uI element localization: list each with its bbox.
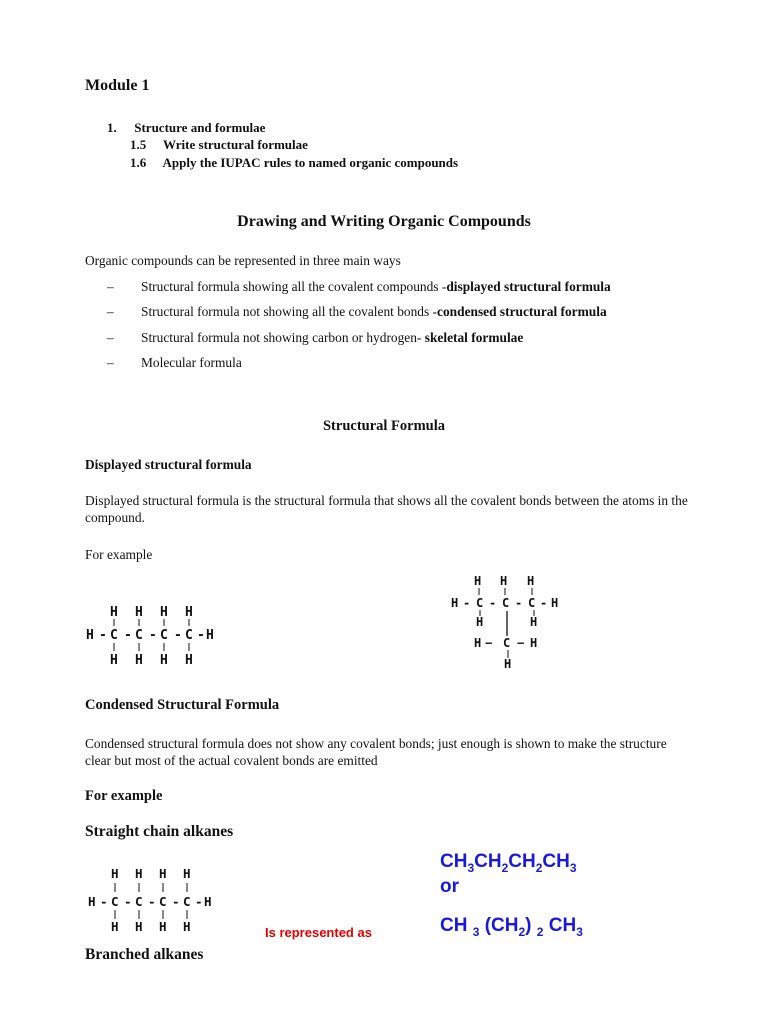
isobutane-displayed-formula: [448, 572, 578, 672]
atom-h: H: [551, 596, 559, 610]
subheading-displayed: Displayed structural formula: [85, 457, 252, 472]
bullet-item: – Structural formula not showing carbon or hydrogen- skeletal formulae: [107, 330, 524, 345]
atom-h: H: [527, 574, 535, 588]
dash-icon: –: [107, 304, 114, 319]
atom-h: H: [160, 605, 168, 620]
atom-c: C: [502, 596, 510, 610]
bullet-item: – Structural formula showing all the covalent compounds -displayed structural formula: [107, 279, 611, 294]
for-example-label: For example: [85, 547, 153, 562]
represented-as-label: Is represented as: [265, 925, 372, 940]
atom-h: H: [135, 653, 143, 668]
atom-h: H: [474, 574, 482, 588]
module-heading: Module 1: [85, 77, 150, 94]
svg-text:-: -: [489, 596, 497, 610]
svg-text:-: -: [197, 628, 205, 643]
svg-text:-: -: [463, 596, 471, 610]
butane-displayed-formula-2: [84, 862, 234, 934]
atom-c: C: [160, 628, 168, 643]
atom-h: H: [500, 574, 508, 588]
condensed-formula-1: $CH_3CH_2CH_2CH_3$: [440, 851, 577, 875]
bullet-item: – Molecular formula: [107, 355, 242, 370]
atom-c: C: [528, 596, 536, 610]
toc-num: 1.6: [130, 155, 147, 170]
page-title: Drawing and Writing Organic Compounds: [237, 213, 531, 230]
atom-h: H: [159, 919, 167, 934]
subheading-condensed: Condensed Structural Formula: [85, 697, 280, 713]
condensed-paragraph: Condensed structural formula does not show any covalent bonds; just enough is shown to make the structure clear but most of the actual covalent bonds are emitted: [85, 736, 667, 768]
atom-h: H: [204, 894, 212, 909]
atom-h: H: [474, 636, 482, 650]
svg-text:-: -: [174, 628, 182, 643]
condensed-formula-2: CH $_3$ $(CH_2)$ $_2$ $CH_3$: [440, 915, 583, 939]
butane-displayed-formula: [82, 598, 232, 670]
atom-h: H: [159, 866, 167, 881]
svg-text:−: −: [517, 636, 525, 650]
atom-h: H: [88, 894, 96, 909]
atom-h: H: [530, 636, 538, 650]
toc-text: Apply the IUPAC rules to named organic compounds: [162, 155, 459, 170]
atom-c: C: [503, 636, 511, 650]
svg-text:−: −: [485, 636, 493, 650]
atom-c: C: [185, 628, 193, 643]
svg-text:-: -: [149, 628, 157, 643]
toc-item-3: [130, 155, 458, 171]
svg-text:-: -: [124, 628, 132, 643]
intro-paragraph: Organic compounds can be represented in three main ways: [85, 253, 401, 268]
subheading-straight-chain: Straight chain alkanes: [85, 823, 234, 840]
atom-h: H: [135, 919, 143, 934]
svg-text:-: -: [99, 628, 107, 643]
svg-text:-: -: [195, 894, 203, 909]
atom-c: C: [110, 628, 118, 643]
displayed-paragraph: Displayed structural formula is the structural formula that shows all the covalent bonds between the atoms in the compound.: [85, 493, 688, 525]
toc-text: Structure and formulae: [134, 120, 266, 135]
atom-h: H: [160, 653, 168, 668]
section-heading: Structural Formula: [322, 418, 446, 434]
atom-c: C: [111, 894, 119, 909]
atom-c: C: [159, 894, 167, 909]
svg-text:-: -: [148, 894, 156, 909]
for-example-label: For example: [85, 788, 163, 804]
svg-text:-: -: [515, 596, 523, 610]
atom-h: H: [86, 628, 94, 643]
toc-num: 1.5: [130, 137, 147, 152]
atom-h: H: [110, 605, 118, 620]
atom-h: H: [451, 596, 459, 610]
toc-item-1: [107, 120, 265, 136]
atom-c: C: [135, 894, 143, 909]
atom-h: H: [111, 866, 119, 881]
atom-h: H: [183, 919, 191, 934]
atom-c: C: [183, 894, 191, 909]
atom-h: H: [135, 605, 143, 620]
atom-h: H: [476, 615, 484, 629]
atom-h: H: [110, 653, 118, 668]
toc-item-2: [130, 137, 308, 153]
svg-text:-: -: [540, 596, 548, 610]
dash-icon: –: [107, 279, 114, 294]
dash-icon: –: [107, 330, 114, 345]
atom-h: H: [135, 866, 143, 881]
atom-h: H: [530, 615, 538, 629]
subheading-branched: Branched alkanes: [85, 946, 204, 963]
atom-h: H: [206, 628, 214, 643]
atom-c: C: [135, 628, 143, 643]
condensed-or: or: [440, 876, 459, 897]
atom-h: H: [185, 605, 193, 620]
atom-h: H: [504, 657, 512, 671]
toc-num: 1.: [107, 120, 117, 135]
dash-icon: –: [107, 355, 114, 370]
svg-text:-: -: [100, 894, 108, 909]
bullet-item: – Structural formula not showing all the covalent bonds -condensed structural formula: [107, 304, 607, 319]
svg-text:-: -: [124, 894, 132, 909]
atom-c: C: [476, 596, 484, 610]
atom-h: H: [185, 653, 193, 668]
atom-h: H: [183, 866, 191, 881]
svg-text:-: -: [172, 894, 180, 909]
atom-h: H: [111, 919, 119, 934]
toc-text: Write structural formulae: [163, 137, 308, 152]
